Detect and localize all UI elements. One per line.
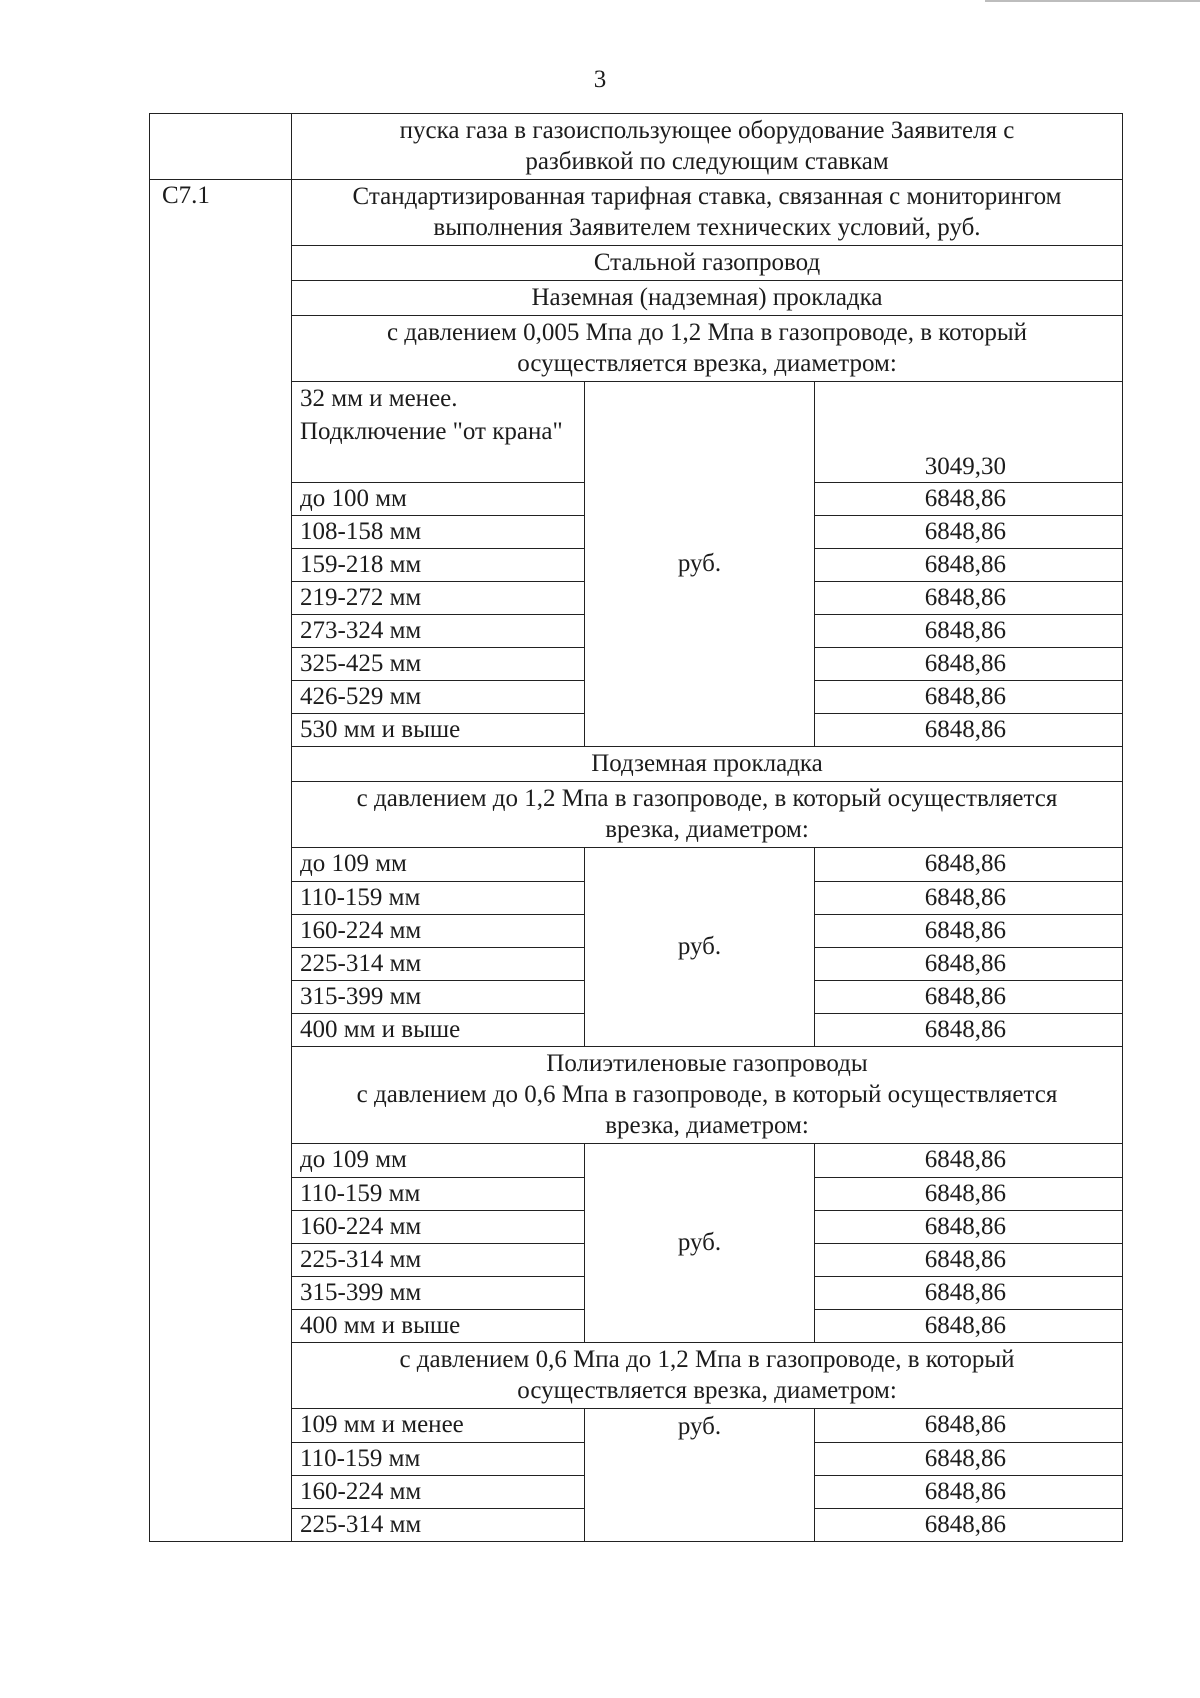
unit-cell	[585, 1144, 815, 1342]
value-cell: 6848,86	[815, 1309, 1122, 1342]
diameter-cell: 273-324 мм	[292, 614, 584, 647]
diameter-cell: 160-224 мм	[292, 1475, 584, 1508]
value-cell: 6848,86	[815, 1210, 1122, 1243]
diameter-cell: 426-529 мм	[292, 680, 584, 713]
diameter-cell: 315-399 мм	[292, 980, 584, 1013]
value-cell: 6848,86	[815, 1243, 1122, 1276]
under-pressure-heading	[292, 781, 1122, 847]
value-cell: 6848,86	[924, 1146, 1006, 1173]
value-cell: 6848,86	[815, 1177, 1122, 1210]
text-line: с давлением 0,005 Мпа до 1,2 Мпа в газопроводе, в который	[386, 319, 1028, 346]
text-line: Полиэтиленовые газопроводы	[546, 1050, 868, 1077]
scan-edge-mark	[985, 0, 1200, 2]
unit-cell	[585, 1409, 815, 1541]
value-cell: 6848,86	[924, 1411, 1006, 1438]
value-cell: 6848,86	[815, 1475, 1122, 1508]
diameter-cell: 109 мм и менее	[300, 1411, 464, 1438]
diameter-cell: 325-425 мм	[292, 647, 584, 680]
value-cell: 6848,86	[815, 713, 1122, 746]
text-line: пуска газа в газоиспользующее оборудование Заявителя с	[399, 117, 1015, 144]
value-cell: 6848,86	[815, 515, 1122, 548]
unit-label: руб.	[677, 1413, 722, 1440]
row-content	[292, 114, 1122, 179]
above-ground-block	[292, 381, 1122, 746]
text-line: Наземная (надземная) прокладка	[531, 284, 883, 311]
value-cell: 6848,86	[815, 680, 1122, 713]
diameter-cell: 110-159 мм	[292, 1177, 584, 1210]
unit-label: руб.	[677, 1229, 722, 1256]
diameter-cell: 400 мм и выше	[292, 1309, 584, 1342]
diameter-cell: 160-224 мм	[292, 914, 584, 947]
above-pressure-heading	[292, 315, 1122, 381]
diameter-cell: 108-158 мм	[292, 515, 584, 548]
diameter-cell: 160-224 мм	[292, 1210, 584, 1243]
value-cell: 6848,86	[815, 482, 1122, 515]
value-cell: 6848,86	[815, 581, 1122, 614]
steel-heading	[292, 245, 1122, 280]
diameter-cell: до 109 мм	[300, 1146, 407, 1173]
value-cell: 6848,86	[815, 1276, 1122, 1309]
diameter-cell: 159-218 мм	[292, 548, 584, 581]
diameter-cell: 110-159 мм	[292, 1442, 584, 1475]
row-code: С7.1	[150, 180, 292, 1541]
text-line: Стандартизированная тарифная ставка, связанная с мониторингом	[352, 183, 1062, 210]
pe2-pressure-heading	[292, 1342, 1122, 1408]
text-line: с давлением 0,6 Мпа до 1,2 Мпа в газопроводе, в который	[399, 1346, 1015, 1373]
value-cell: 6848,86	[815, 1442, 1122, 1475]
text-line: врезка, диаметром:	[605, 816, 809, 843]
diameter-cell: 530 мм и выше	[292, 713, 584, 746]
value-cell: 6848,86	[815, 548, 1122, 581]
unit-cell	[585, 382, 815, 746]
underground-block	[292, 847, 1122, 1046]
unit-label: руб.	[677, 933, 722, 960]
diameter-cell: 110-159 мм	[292, 881, 584, 914]
pe-heading	[292, 1046, 1122, 1143]
unit-cell	[585, 848, 815, 1046]
row-code	[150, 114, 292, 179]
text-line: с давлением до 0,6 Мпа в газопроводе, в который осуществляется	[356, 1081, 1058, 1108]
table-row-intro	[150, 114, 1122, 179]
diameter-cell: до 100 мм	[292, 482, 584, 515]
rate-title	[292, 180, 1122, 245]
text-line: осуществляется врезка, диаметром:	[517, 1377, 897, 1404]
diameter-cell: 32 мм и менее. Подключение "от крана"	[300, 385, 563, 445]
value-cell: 6848,86	[815, 1013, 1122, 1046]
value-cell: 6848,86	[815, 881, 1122, 914]
diameter-cell: 400 мм и выше	[292, 1013, 584, 1046]
diameter-cell: 315-399 мм	[292, 1276, 584, 1309]
text-line: врезка, диаметром:	[605, 1112, 809, 1139]
value-cell: 6848,86	[924, 850, 1006, 877]
value-cell: 6848,86	[815, 980, 1122, 1013]
unit-label: руб.	[677, 550, 722, 577]
text-line: с давлением до 1,2 Мпа в газопроводе, в который осуществляется	[356, 785, 1058, 812]
value-cell: 6848,86	[815, 614, 1122, 647]
above-ground-heading	[292, 280, 1122, 315]
diameter-cell: 225-314 мм	[292, 1243, 584, 1276]
diameter-cell: 225-314 мм	[292, 947, 584, 980]
value-cell	[815, 382, 1122, 482]
row-content	[292, 180, 1122, 1541]
text-line: Стальной газопровод	[593, 249, 821, 276]
text-line: разбивкой по следующим ставкам	[525, 148, 889, 175]
pe-block	[292, 1143, 1122, 1342]
value-cell: 6848,86	[815, 947, 1122, 980]
page-number: 3	[593, 66, 607, 93]
value-cell: 6848,86	[815, 1508, 1122, 1541]
text-line: выполнения Заявителем технических условий, руб.	[433, 214, 981, 241]
text-line: Подземная прокладка	[591, 750, 823, 777]
diameter-cell: 219-272 мм	[292, 581, 584, 614]
diameter-cell: 225-314 мм	[292, 1508, 584, 1541]
text-line: осуществляется врезка, диаметром:	[517, 350, 897, 377]
value-cell: 6848,86	[815, 647, 1122, 680]
diameter-cell: до 109 мм	[300, 850, 407, 877]
tariff-table	[149, 113, 1123, 1542]
pe2-block	[292, 1408, 1122, 1541]
table-row-c71	[150, 179, 1122, 1541]
value-text: 3049,30	[924, 453, 1006, 480]
underground-heading	[292, 746, 1122, 781]
value-cell: 6848,86	[815, 914, 1122, 947]
